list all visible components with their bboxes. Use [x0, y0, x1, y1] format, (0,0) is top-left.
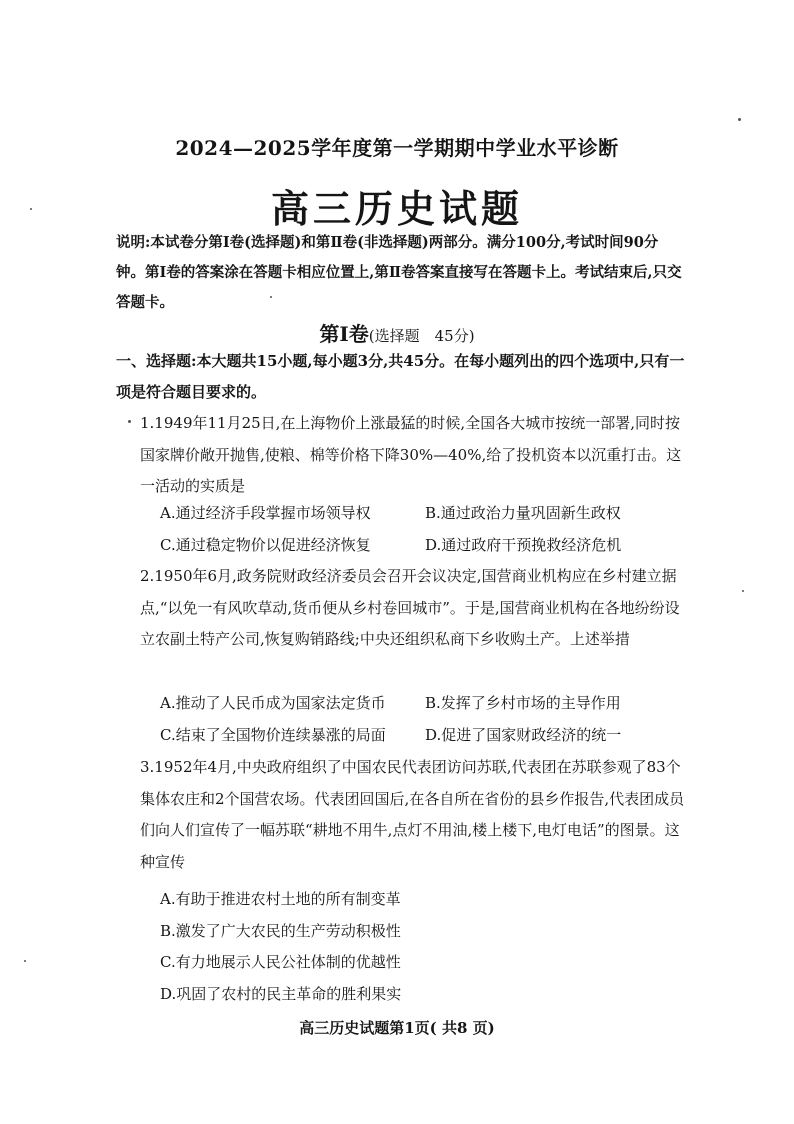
question-2-options — [160, 688, 690, 751]
question-3-options — [160, 884, 690, 1010]
exam-instructions: 说明:本试卷分第Ⅰ卷(选择题)和第Ⅱ卷(非选择题)两部分。满分100分,考试时间90分钟。第Ⅰ卷的答案涂在答题卡相应位置上,第Ⅱ卷答案直接写在答题卡上。考试结束后,只交答题卡。 — [116, 234, 682, 311]
exam-title: 高三历史试题 — [270, 186, 523, 231]
question-1-option-d: D.通过政府干预挽救经济危机 — [425, 535, 622, 554]
question-2-option-d: D.促进了国家财政经济的统一 — [425, 725, 622, 744]
question-3-stem: 3.1952年4月,中央政府组织了中国农民代表团访问苏联,代表团在苏联参观了83个集体农庄和2个国营农场。代表团回国后,在各自所在省份的县乡作报告,代表团成员们向人们宣传了一幅苏联“耕地不用牛,点灯不用油,楼上楼下,电灯电话”的图景。这种宣传 — [140, 758, 685, 871]
section-heading — [0, 318, 794, 347]
section-name: 第Ⅰ卷 — [319, 322, 369, 346]
scan-speck — [742, 590, 744, 592]
question-3-option-d: D.巩固了农村的民主革命的胜利果实 — [160, 984, 402, 1003]
exam-supertitle: 2024—2025学年度第一学期期中学业水平诊断 — [175, 136, 619, 160]
question-1-option-a: A.通过经济手段掌握市场领导权 — [160, 504, 371, 522]
question-2-option-c: C.结束了全国物价连续暴涨的局面 — [160, 725, 386, 744]
question-3-option-b: B.激发了广大农民的生产劳动积极性 — [160, 921, 401, 940]
scan-speck — [270, 296, 272, 298]
question-1-stem: 1.1949年11月25日,在上海物价上涨最猛的时候,全国各大城市按统一部署,同时按国家牌价敞开抛售,使粮、棉等价格下降30%—40%,给了投机资本以沉重打击。这一活动的实质是 — [140, 414, 682, 495]
page-footer: 高三历史试题第1页( 共8 页) — [299, 1019, 495, 1037]
scan-speck — [128, 420, 131, 423]
scan-speck — [24, 960, 26, 962]
question-1-option-c: C.通过稳定物价以促进经济恢复 — [160, 535, 371, 554]
part-instructions: 一、选择题:本大题共15小题,每小题3分,共45分。在每小题列出的四个选项中,只有一项是符合题目要求的。 — [116, 352, 685, 401]
question-3-option-c: C.有力地展示人民公社体制的优越性 — [160, 953, 401, 971]
question-1-options — [160, 498, 690, 561]
section-subtitle: (选择题 45分) — [368, 327, 475, 345]
question-3-option-a: A.有助于推进农村土地的所有制变革 — [160, 890, 401, 908]
scan-speck — [738, 118, 741, 121]
question-2-option-a: A.推动了人民币成为国家法定货币 — [160, 694, 386, 712]
question-2-option-b: B.发挥了乡村市场的主导作用 — [425, 694, 621, 712]
question-1-option-b: B.通过政治力量巩固新生政权 — [425, 504, 621, 522]
question-2-stem: 2.1950年6月,政务院财政经济委员会召开会议决定,国营商业机构应在乡村建立据点,“以免一有风吹草动,货币便从乡村卷回城市”。于是,国营商业机构在各地纷纷设立农副土特产公司,恢复购销路线;中央还组织私商下乡收购土产。上述举措 — [140, 567, 680, 648]
scan-speck — [30, 208, 32, 210]
